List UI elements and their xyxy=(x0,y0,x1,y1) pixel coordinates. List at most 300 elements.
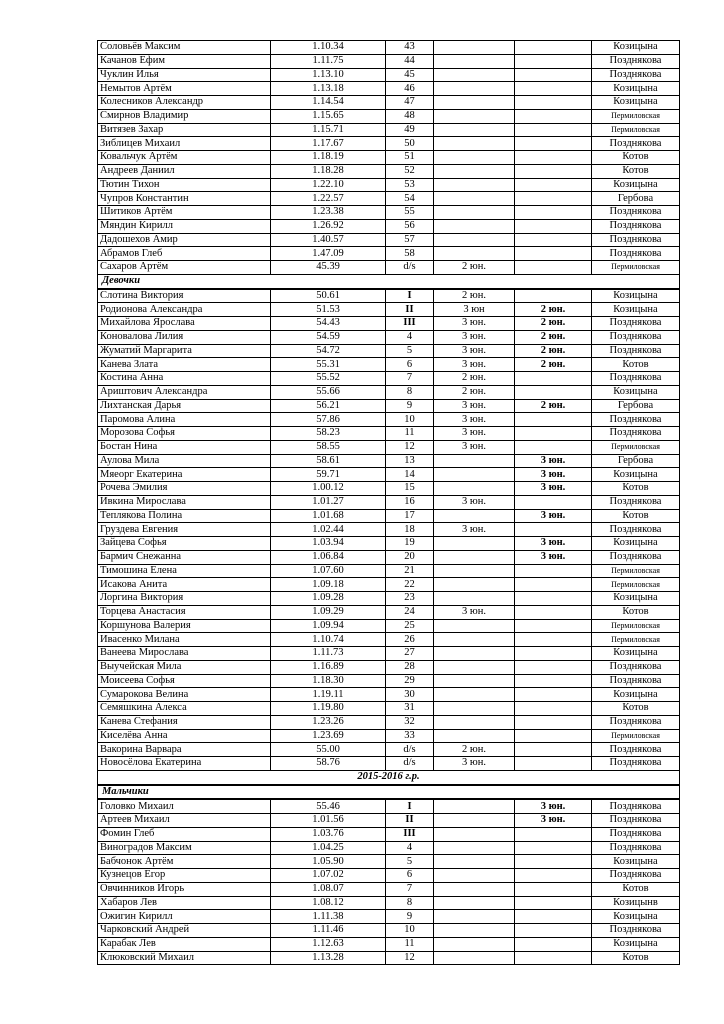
result-time-cell: 1.19.80 xyxy=(271,702,386,716)
rank-fulfilled-cell xyxy=(515,261,592,275)
coach-cell: Пермиловская xyxy=(592,440,680,454)
coach-cell: Позднякова xyxy=(592,413,680,427)
rank-fulfilled-cell: 2 юн. xyxy=(515,358,592,372)
table-row xyxy=(98,399,680,413)
rank-fulfilled-cell xyxy=(515,924,592,938)
table-row xyxy=(98,41,680,55)
place-cell: 6 xyxy=(386,869,434,883)
rank-achieved-cell: 3 юн. xyxy=(434,440,515,454)
rank-fulfilled-cell xyxy=(515,96,592,110)
table-row xyxy=(98,289,680,303)
result-time-cell: 54.43 xyxy=(271,317,386,331)
rank-achieved-cell: 3 юн. xyxy=(434,413,515,427)
table-row xyxy=(98,233,680,247)
table-row xyxy=(98,937,680,951)
rank-achieved-cell xyxy=(434,68,515,82)
table-row xyxy=(98,219,680,233)
athlete-name-cell: Ковальчук Артём xyxy=(98,151,271,165)
athlete-name-cell: Смирнов Владимир xyxy=(98,109,271,123)
table-row xyxy=(98,592,680,606)
rank-fulfilled-cell xyxy=(515,951,592,965)
rank-fulfilled-cell xyxy=(515,688,592,702)
rank-achieved-cell xyxy=(434,247,515,261)
rank-achieved-cell: 3 юн. xyxy=(434,317,515,331)
table-row xyxy=(98,896,680,910)
rank-fulfilled-cell xyxy=(515,372,592,386)
place-cell: 10 xyxy=(386,924,434,938)
place-cell: II xyxy=(386,814,434,828)
coach-cell: Позднякова xyxy=(592,247,680,261)
rank-achieved-cell: 3 юн. xyxy=(434,358,515,372)
place-cell: 50 xyxy=(386,137,434,151)
coach-cell: Пермиловская xyxy=(592,123,680,137)
result-time-cell: 1.13.28 xyxy=(271,951,386,965)
coach-cell: Козицына xyxy=(592,688,680,702)
place-cell: 53 xyxy=(386,178,434,192)
coach-cell: Пермиловская xyxy=(592,633,680,647)
place-cell: I xyxy=(386,799,434,813)
coach-cell: Козицынв xyxy=(592,896,680,910)
place-cell: 20 xyxy=(386,550,434,564)
coach-cell: Козицына xyxy=(592,855,680,869)
rank-fulfilled-cell: 3 юн. xyxy=(515,537,592,551)
result-time-cell: 1.09.18 xyxy=(271,578,386,592)
coach-cell: Позднякова xyxy=(592,372,680,386)
result-time-cell: 1.04.25 xyxy=(271,841,386,855)
rank-fulfilled-cell xyxy=(515,605,592,619)
athlete-name-cell: Чупров Константин xyxy=(98,192,271,206)
result-time-cell: 54.59 xyxy=(271,330,386,344)
athlete-name-cell: Лоргина Виктория xyxy=(98,592,271,606)
athlete-name-cell: Кузнецов Егор xyxy=(98,869,271,883)
rank-fulfilled-cell xyxy=(515,385,592,399)
coach-cell: Козицына xyxy=(592,647,680,661)
rank-fulfilled-cell xyxy=(515,206,592,220)
table-row xyxy=(98,468,680,482)
rank-achieved-cell xyxy=(434,550,515,564)
result-time-cell: 1.10.34 xyxy=(271,41,386,55)
rank-fulfilled-cell xyxy=(515,178,592,192)
rank-achieved-cell xyxy=(434,164,515,178)
rank-fulfilled-cell: 3 юн. xyxy=(515,814,592,828)
place-cell: II xyxy=(386,303,434,317)
place-cell: 46 xyxy=(386,82,434,96)
table-row xyxy=(98,855,680,869)
rank-achieved-cell xyxy=(434,660,515,674)
rank-achieved-cell: 3 юн xyxy=(434,303,515,317)
table-row xyxy=(98,151,680,165)
athlete-name-cell: Соловьёв Максим xyxy=(98,41,271,55)
result-time-cell: 1.11.46 xyxy=(271,924,386,938)
result-time-cell: 1.26.92 xyxy=(271,219,386,233)
table-row xyxy=(98,358,680,372)
table-row xyxy=(98,523,680,537)
coach-cell: Котов xyxy=(592,509,680,523)
table-row xyxy=(98,841,680,855)
coach-cell: Позднякова xyxy=(592,743,680,757)
coach-cell: Позднякова xyxy=(592,137,680,151)
place-cell: 10 xyxy=(386,413,434,427)
rank-fulfilled-cell xyxy=(515,564,592,578)
rank-fulfilled-cell xyxy=(515,578,592,592)
coach-cell: Позднякова xyxy=(592,68,680,82)
athlete-name-cell: Бостан Нина xyxy=(98,440,271,454)
coach-cell: Позднякова xyxy=(592,330,680,344)
rank-fulfilled-cell xyxy=(515,495,592,509)
rank-fulfilled-cell xyxy=(515,54,592,68)
results-table-body xyxy=(98,41,680,965)
place-cell: 8 xyxy=(386,385,434,399)
rank-achieved-cell xyxy=(434,592,515,606)
rank-achieved-cell xyxy=(434,799,515,813)
place-cell: 7 xyxy=(386,372,434,386)
rank-achieved-cell xyxy=(434,896,515,910)
rank-achieved-cell xyxy=(434,578,515,592)
result-time-cell: 1.11.73 xyxy=(271,647,386,661)
place-cell: 5 xyxy=(386,855,434,869)
athlete-name-cell: Ожигин Кирилл xyxy=(98,910,271,924)
rank-achieved-cell xyxy=(434,882,515,896)
place-cell: 11 xyxy=(386,937,434,951)
coach-cell: Позднякова xyxy=(592,427,680,441)
athlete-name-cell: Чуклин Илья xyxy=(98,68,271,82)
rank-achieved-cell xyxy=(434,468,515,482)
table-row xyxy=(98,137,680,151)
result-time-cell: 57.86 xyxy=(271,413,386,427)
table-row xyxy=(98,440,680,454)
athlete-name-cell: Немытов Артём xyxy=(98,82,271,96)
rank-fulfilled-cell xyxy=(515,715,592,729)
table-row xyxy=(98,82,680,96)
athlete-name-cell: Качанов Ефим xyxy=(98,54,271,68)
athlete-name-cell: Родионова Александра xyxy=(98,303,271,317)
rank-achieved-cell xyxy=(434,619,515,633)
table-row xyxy=(98,578,680,592)
coach-cell: Котов xyxy=(592,605,680,619)
athlete-name-cell: Выучейская Мила xyxy=(98,660,271,674)
result-time-cell: 1.40.57 xyxy=(271,233,386,247)
coach-cell: Козицына xyxy=(592,289,680,303)
coach-cell: Пермиловская xyxy=(592,109,680,123)
result-time-cell: 1.05.90 xyxy=(271,855,386,869)
rank-fulfilled-cell xyxy=(515,937,592,951)
athlete-name-cell: Семяшкина Алекса xyxy=(98,702,271,716)
table-row xyxy=(98,482,680,496)
coach-cell: Позднякова xyxy=(592,757,680,771)
table-row xyxy=(98,537,680,551)
rank-achieved-cell xyxy=(434,454,515,468)
coach-cell: Козицына xyxy=(592,303,680,317)
result-time-cell: 1.03.94 xyxy=(271,537,386,551)
rank-achieved-cell xyxy=(434,633,515,647)
rank-fulfilled-cell: 3 юн. xyxy=(515,550,592,564)
place-cell: 58 xyxy=(386,247,434,261)
athlete-name-cell: Овчинников Игорь xyxy=(98,882,271,896)
coach-cell: Позднякова xyxy=(592,869,680,883)
result-time-cell: 1.07.02 xyxy=(271,869,386,883)
result-time-cell: 58.76 xyxy=(271,757,386,771)
table-row xyxy=(98,688,680,702)
coach-cell: Козицына xyxy=(592,178,680,192)
result-time-cell: 1.23.38 xyxy=(271,206,386,220)
coach-cell: Котов xyxy=(592,164,680,178)
athlete-name-cell: Рочева Эмилия xyxy=(98,482,271,496)
rank-fulfilled-cell xyxy=(515,233,592,247)
results-sheet xyxy=(97,40,679,965)
result-time-cell: 1.01.68 xyxy=(271,509,386,523)
rank-achieved-cell xyxy=(434,937,515,951)
table-row xyxy=(98,605,680,619)
place-cell: 21 xyxy=(386,564,434,578)
rank-achieved-cell xyxy=(434,206,515,220)
result-time-cell: 1.00.12 xyxy=(271,482,386,496)
rank-fulfilled-cell: 3 юн. xyxy=(515,468,592,482)
place-cell: 29 xyxy=(386,674,434,688)
coach-cell: Пермиловская xyxy=(592,578,680,592)
rank-achieved-cell xyxy=(434,951,515,965)
athlete-name-cell: Паромова Алина xyxy=(98,413,271,427)
place-cell: 57 xyxy=(386,233,434,247)
table-row xyxy=(98,495,680,509)
result-time-cell: 50.61 xyxy=(271,289,386,303)
athlete-name-cell: Жуматий Маргарита xyxy=(98,344,271,358)
athlete-name-cell: Ванеева Мирослава xyxy=(98,647,271,661)
athlete-name-cell: Торцева Анастасия xyxy=(98,605,271,619)
place-cell: 33 xyxy=(386,729,434,743)
table-row xyxy=(98,924,680,938)
rank-achieved-cell xyxy=(434,702,515,716)
rank-achieved-cell xyxy=(434,564,515,578)
rank-achieved-cell: 3 юн. xyxy=(434,330,515,344)
place-cell: 16 xyxy=(386,495,434,509)
result-time-cell: 55.31 xyxy=(271,358,386,372)
table-row xyxy=(98,427,680,441)
table-row xyxy=(98,192,680,206)
table-row xyxy=(98,619,680,633)
place-cell: 44 xyxy=(386,54,434,68)
coach-cell: Позднякова xyxy=(592,924,680,938)
athlete-name-cell: Теплякова Полина xyxy=(98,509,271,523)
place-cell: 55 xyxy=(386,206,434,220)
result-time-cell: 1.06.84 xyxy=(271,550,386,564)
table-row xyxy=(98,509,680,523)
rank-fulfilled-cell: 3 юн. xyxy=(515,509,592,523)
rank-achieved-cell: 2 юн. xyxy=(434,289,515,303)
result-time-cell: 1.09.94 xyxy=(271,619,386,633)
coach-cell: Козицына xyxy=(592,82,680,96)
coach-cell: Позднякова xyxy=(592,317,680,331)
table-row xyxy=(98,660,680,674)
athlete-name-cell: Мяндин Кирилл xyxy=(98,219,271,233)
place-cell: 15 xyxy=(386,482,434,496)
coach-cell: Позднякова xyxy=(592,715,680,729)
athlete-name-cell: Исакова Анита xyxy=(98,578,271,592)
result-time-cell: 1.15.71 xyxy=(271,123,386,137)
birth-year-label: 2015-2016 г.р. xyxy=(98,770,680,784)
table-row xyxy=(98,951,680,965)
athlete-name-cell: Сумарокова Велина xyxy=(98,688,271,702)
rank-achieved-cell xyxy=(434,151,515,165)
result-time-cell: 55.00 xyxy=(271,743,386,757)
result-time-cell: 1.22.10 xyxy=(271,178,386,192)
result-time-cell: 1.09.28 xyxy=(271,592,386,606)
result-time-cell: 1.01.56 xyxy=(271,814,386,828)
place-cell: 43 xyxy=(386,41,434,55)
table-row xyxy=(98,68,680,82)
athlete-name-cell: Ариштович Александра xyxy=(98,385,271,399)
rank-fulfilled-cell xyxy=(515,757,592,771)
place-cell: 28 xyxy=(386,660,434,674)
result-time-cell: 1.13.18 xyxy=(271,82,386,96)
rank-fulfilled-cell xyxy=(515,841,592,855)
place-cell: 26 xyxy=(386,633,434,647)
rank-achieved-cell xyxy=(434,178,515,192)
place-cell: 25 xyxy=(386,619,434,633)
place-cell: 23 xyxy=(386,592,434,606)
result-time-cell: 1.47.09 xyxy=(271,247,386,261)
athlete-name-cell: Канева Стефания xyxy=(98,715,271,729)
rank-achieved-cell: 3 юн. xyxy=(434,757,515,771)
athlete-name-cell: Тютин Тихон xyxy=(98,178,271,192)
rank-achieved-cell xyxy=(434,219,515,233)
result-time-cell: 54.72 xyxy=(271,344,386,358)
place-cell: 4 xyxy=(386,841,434,855)
athlete-name-cell: Артеев Михаил xyxy=(98,814,271,828)
rank-fulfilled-cell xyxy=(515,827,592,841)
coach-cell: Позднякова xyxy=(592,841,680,855)
table-row xyxy=(98,96,680,110)
table-row xyxy=(98,743,680,757)
athlete-name-cell: Груздева Евгения xyxy=(98,523,271,537)
table-row xyxy=(98,647,680,661)
coach-cell: Котов xyxy=(592,151,680,165)
rank-fulfilled-cell xyxy=(515,123,592,137)
coach-cell: Козицына xyxy=(592,41,680,55)
rank-fulfilled-cell xyxy=(515,82,592,96)
birth-year-header-row xyxy=(98,770,680,784)
coach-cell: Позднякова xyxy=(592,206,680,220)
table-row xyxy=(98,674,680,688)
rank-achieved-cell xyxy=(434,537,515,551)
result-time-cell: 1.10.74 xyxy=(271,633,386,647)
coach-cell: Позднякова xyxy=(592,814,680,828)
rank-fulfilled-cell xyxy=(515,247,592,261)
athlete-name-cell: Хабаров Лев xyxy=(98,896,271,910)
athlete-name-cell: Михайлова Ярослава xyxy=(98,317,271,331)
table-row xyxy=(98,550,680,564)
place-cell: 27 xyxy=(386,647,434,661)
results-table xyxy=(97,40,680,965)
place-cell: 9 xyxy=(386,910,434,924)
place-cell: 17 xyxy=(386,509,434,523)
result-time-cell: 1.13.10 xyxy=(271,68,386,82)
rank-achieved-cell xyxy=(434,109,515,123)
coach-cell: Позднякова xyxy=(592,550,680,564)
coach-cell: Котов xyxy=(592,882,680,896)
rank-achieved-cell xyxy=(434,509,515,523)
coach-cell: Позднякова xyxy=(592,344,680,358)
athlete-name-cell: Сахаров Артём xyxy=(98,261,271,275)
rank-fulfilled-cell xyxy=(515,427,592,441)
coach-cell: Позднякова xyxy=(592,674,680,688)
table-row xyxy=(98,814,680,828)
athlete-name-cell: Коновалова Лилия xyxy=(98,330,271,344)
rank-fulfilled-cell xyxy=(515,68,592,82)
result-time-cell: 1.09.29 xyxy=(271,605,386,619)
table-row xyxy=(98,247,680,261)
rank-fulfilled-cell xyxy=(515,896,592,910)
rank-fulfilled-cell: 3 юн. xyxy=(515,799,592,813)
table-row xyxy=(98,330,680,344)
place-cell: 5 xyxy=(386,344,434,358)
result-time-cell: 1.22.57 xyxy=(271,192,386,206)
rank-fulfilled-cell xyxy=(515,592,592,606)
place-cell: 22 xyxy=(386,578,434,592)
coach-cell: Пермиловская xyxy=(592,261,680,275)
place-cell: d/s xyxy=(386,743,434,757)
rank-achieved-cell xyxy=(434,54,515,68)
coach-cell: Козицына xyxy=(592,910,680,924)
coach-cell: Позднякова xyxy=(592,54,680,68)
rank-achieved-cell xyxy=(434,814,515,828)
place-cell: 52 xyxy=(386,164,434,178)
rank-achieved-cell xyxy=(434,137,515,151)
rank-achieved-cell xyxy=(434,674,515,688)
rank-achieved-cell xyxy=(434,688,515,702)
result-time-cell: 58.61 xyxy=(271,454,386,468)
athlete-name-cell: Витязев Захар xyxy=(98,123,271,137)
athlete-name-cell: Зайцева Софья xyxy=(98,537,271,551)
athlete-name-cell: Канева Злата xyxy=(98,358,271,372)
rank-achieved-cell xyxy=(434,41,515,55)
athlete-name-cell: Колесников Александр xyxy=(98,96,271,110)
table-row xyxy=(98,261,680,275)
table-row xyxy=(98,454,680,468)
rank-fulfilled-cell xyxy=(515,619,592,633)
result-time-cell: 1.11.38 xyxy=(271,910,386,924)
rank-fulfilled-cell xyxy=(515,855,592,869)
result-time-cell: 1.17.67 xyxy=(271,137,386,151)
rank-fulfilled-cell: 3 юн. xyxy=(515,482,592,496)
result-time-cell: 1.11.75 xyxy=(271,54,386,68)
place-cell: d/s xyxy=(386,757,434,771)
rank-achieved-cell: 3 юн. xyxy=(434,495,515,509)
place-cell: 49 xyxy=(386,123,434,137)
result-time-cell: 55.52 xyxy=(271,372,386,386)
result-time-cell: 1.01.27 xyxy=(271,495,386,509)
coach-cell: Гербова xyxy=(592,192,680,206)
table-row xyxy=(98,385,680,399)
place-cell: 18 xyxy=(386,523,434,537)
rank-fulfilled-cell xyxy=(515,109,592,123)
athlete-name-cell: Бармич Снежанна xyxy=(98,550,271,564)
coach-cell: Козицына xyxy=(592,937,680,951)
coach-cell: Гербова xyxy=(592,399,680,413)
athlete-name-cell: Морозова Софья xyxy=(98,427,271,441)
place-cell: 19 xyxy=(386,537,434,551)
result-time-cell: 1.23.26 xyxy=(271,715,386,729)
coach-cell: Позднякова xyxy=(592,827,680,841)
result-time-cell: 1.14.54 xyxy=(271,96,386,110)
result-time-cell: 58.23 xyxy=(271,427,386,441)
table-row xyxy=(98,164,680,178)
athlete-name-cell: Карабак Лев xyxy=(98,937,271,951)
place-cell: III xyxy=(386,317,434,331)
result-time-cell: 1.03.76 xyxy=(271,827,386,841)
section-label: Мальчики xyxy=(98,785,680,800)
place-cell: 51 xyxy=(386,151,434,165)
rank-fulfilled-cell xyxy=(515,523,592,537)
